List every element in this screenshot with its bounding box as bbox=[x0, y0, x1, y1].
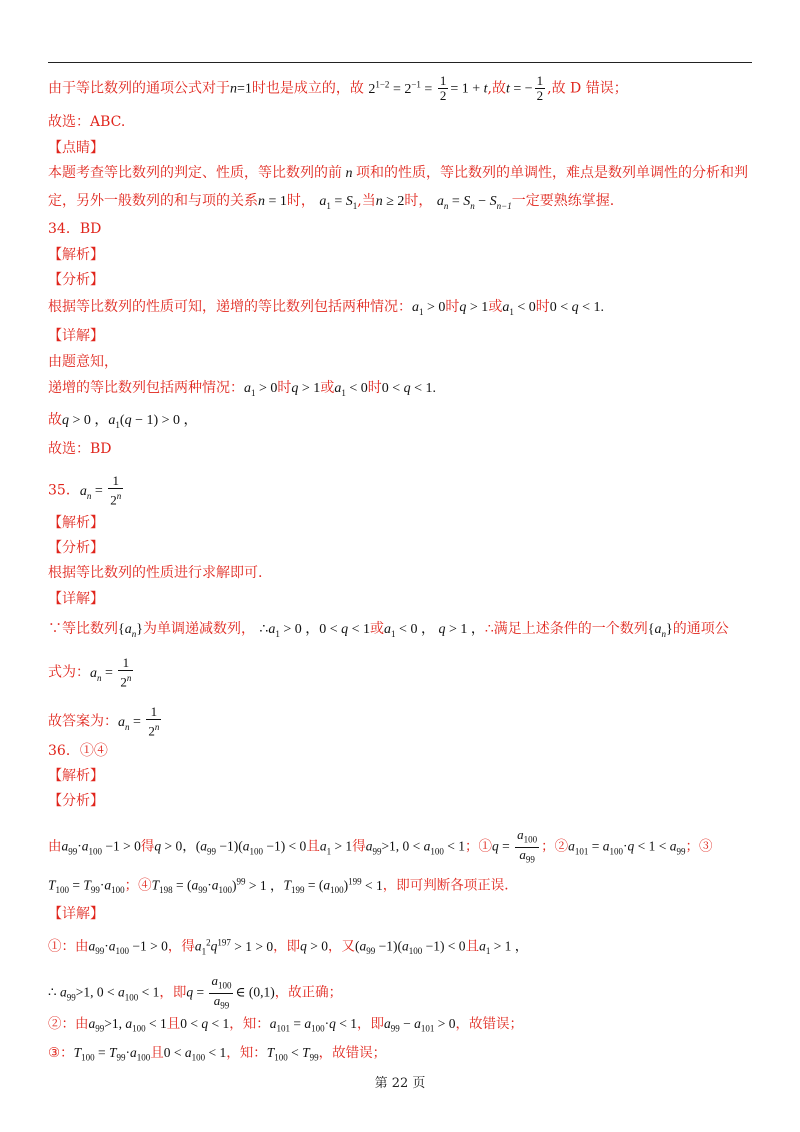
text-line: ③：$T_{100} = T_{99}\cdot a_{100}$且$0 < a_{100} < 1$，知：$T_{100} < T_{99}$，故错误； bbox=[48, 1045, 387, 1063]
section-label: 【解析】 bbox=[48, 247, 104, 263]
text-line: ①：由$a_{99}\cdot a_{100} -1 > 0$，得$a_1^2q^{197} > 1 > 0$，即q > 0，又$(a_{99} -1)(a_{100} -1) < 0$且$a_1 > 1$ ， bbox=[48, 937, 529, 957]
section-label: 【分析】 bbox=[48, 793, 104, 809]
section-label: 【详解】 bbox=[48, 591, 104, 607]
text-line: 本题考查等比数列的判定、性质，等比数列的前 n 项和的性质，等比数列的单调性，难点是数列单调性的分析和判 bbox=[48, 165, 748, 181]
text-line: ②：由$a_{99}>1$, $a_{100} < 1$且0 < q < 1，知：$a_{101} = a_{100}\cdot q < 1$，即$a_{99} - a_{101} > 0$，故错误； bbox=[48, 1016, 523, 1034]
text-line: 故选：ABC. bbox=[48, 114, 126, 130]
section-label: 【详解】 bbox=[48, 906, 104, 922]
section-label: 【分析】 bbox=[48, 272, 104, 288]
text-line: ∵等比数列$\{a_n\}$为单调递减数列， $\therefore a_1 > 0$ ，0 < q < 1或$a_1 < 0$ ， q > 1 ，∴满足上述条件的一个数列$\{a_n\}$的通项公 bbox=[48, 621, 729, 639]
question-number: 36．①④ bbox=[48, 743, 108, 759]
text-line: 定，另外一般数列的和与项的关系n = 1时， $a_1 = S_1$,当n ≥ 2时， $a_n = S_n - S_{n-1}$一定要熟练掌握. bbox=[48, 193, 615, 211]
text-line: 由于等比数列的通项公式对于n=1时也是成立的，故 $2^{1-2} = 2^{-1}$ = $\frac{1}{2}$ = 1 + t,故t = − $\frac{1}{2}$ ,故 D 错误； bbox=[48, 73, 628, 103]
section-label: 【解析】 bbox=[48, 768, 104, 784]
section-label: 【点睛】 bbox=[48, 140, 104, 156]
text-line: 故选：BD bbox=[48, 441, 112, 457]
text-line: 式为：$a_n$ = $\frac{1}{2^n}$ bbox=[48, 655, 132, 690]
header-rule bbox=[48, 62, 752, 63]
section-label: 【分析】 bbox=[48, 540, 104, 556]
text-line: 递增的等比数列包括两种情况：$a_1 > 0$时q > 1或$a_1 < 0$时0 < q < 1. bbox=[48, 380, 437, 398]
text-line: ∴ $a_{99}>1$, $0 < a_{100} < 1$，即q = $\frac{a_{100}}{a_{99}}$ ∈ (0,1)，故正确； bbox=[48, 973, 343, 1011]
section-label: 【详解】 bbox=[48, 328, 104, 344]
text-line: 故答案为：$a_n$ = $\frac{1}{2^n}$ bbox=[48, 704, 160, 739]
text-line: 由题意知， bbox=[48, 354, 118, 370]
question-number: 35．$a_n$ = $\frac{1}{2^n}$ bbox=[48, 473, 122, 508]
text-line: $T_{100} = T_{99}\cdot a_{100}$；$④T_{198} = (a_{99}\cdot a_{100})^{99} > 1$ ，$T_{199} = (a_{100})^{199} < 1$，即可判断各项正误. bbox=[48, 876, 509, 896]
question-number: 34．BD bbox=[48, 221, 102, 237]
text-line: 由$a_{99}\cdot a_{100} -1 > 0$得q > 0，$(a_{99} -1)(a_{100} -1) < 0$且$a_1 > 1$得$a_{99}>1$, $0 < a_{100} < 1$；①q = $\frac{a_{100}}{a_{99}}$ ；$②a_{101} = a_{100}\cdot q < 1 < a_{99}$；③ bbox=[48, 827, 713, 865]
text-line: 根据等比数列的性质进行求解即可. bbox=[48, 565, 263, 581]
text-line: 故q > 0 ，$a_1(q - 1) > 0$ ， bbox=[48, 412, 198, 430]
page-number: 第 22 页 bbox=[374, 1076, 426, 1091]
text-line: 根据等比数列的性质可知，递增的等比数列包括两种情况：$a_1 > 0$时q > 1或$a_1 < 0$时0 < q < 1. bbox=[48, 299, 605, 317]
section-label: 【解析】 bbox=[48, 515, 104, 531]
